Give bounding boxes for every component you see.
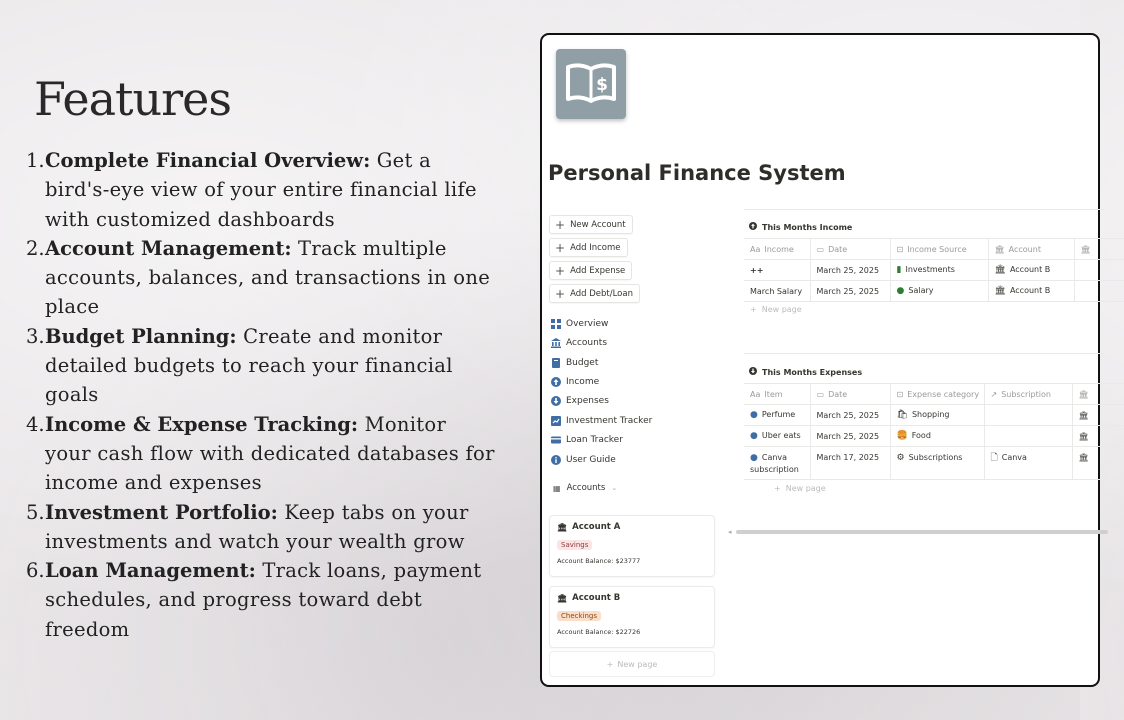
table-cell[interactable]: 🛍 Shopping — [890, 405, 984, 426]
horizontal-scrollbar[interactable] — [728, 529, 1108, 535]
bank-icon: 🏛 — [557, 593, 568, 603]
arrow-down-circle-icon — [550, 396, 561, 407]
arrow-down-circle-icon: ● — [750, 453, 758, 463]
column-header[interactable]: Aa Income — [744, 239, 810, 260]
accounts-view-selector[interactable]: ▦ Accounts ⌄ — [553, 483, 618, 493]
nav-item-user-guide[interactable]: User Guide — [550, 452, 616, 468]
add-income-button[interactable]: + Add Income — [549, 238, 628, 257]
column-header[interactable]: 🏛 Account — [988, 239, 1074, 260]
feature-description: Keep tabs on your investments and watch your wealth grow — [45, 500, 469, 553]
table-cell[interactable]: March Salary — [744, 281, 810, 302]
card-icon — [550, 435, 561, 446]
feature-item — [26, 498, 496, 557]
feature-title: Investment Portfolio: — [45, 500, 278, 524]
plus-icon: + — [774, 484, 781, 493]
feature-number: 2. — [26, 236, 45, 260]
expenses-section-title: This Months Expenses — [749, 367, 862, 377]
bank-icon: 🏛 — [994, 286, 1006, 296]
feature-title: Account Management: — [45, 236, 292, 260]
table-cell[interactable]: ++ — [744, 260, 810, 281]
relation-icon: ⊡ — [896, 244, 904, 254]
chevron-down-icon: ⌄ — [611, 484, 618, 492]
food-icon: 🍔 — [896, 431, 908, 441]
feature-item — [26, 234, 496, 322]
nav-item-loan-tracker[interactable]: Loan Tracker — [550, 432, 623, 448]
bank-icon: 🏛 — [1080, 244, 1091, 254]
nav-item-income[interactable]: Income — [550, 374, 599, 390]
calendar-icon: ▭ — [816, 389, 825, 399]
table-cell[interactable]: March 25, 2025 — [810, 281, 890, 302]
expenses-table — [744, 383, 1124, 480]
table-cell[interactable]: 🗋 Canva — [984, 447, 1072, 480]
feature-description: Track multiple accounts, balances, and transactions in one place — [45, 236, 491, 319]
nav-item-accounts[interactable]: Accounts — [550, 335, 607, 351]
feature-number: 4. — [26, 412, 45, 436]
account-card[interactable]: 🏛 Account A Savings Account Balance: $23777 — [549, 515, 715, 577]
new-expense-row-button[interactable]: + New page — [774, 484, 826, 493]
table-cell[interactable]: ● Salary — [890, 281, 988, 302]
column-header[interactable]: ▭ Date — [810, 239, 890, 260]
feature-description: Create and monitor detailed budgets to reach your financial goals — [45, 324, 453, 407]
scrollbar-thumb[interactable] — [736, 530, 1108, 534]
subscriptions-icon: ⚙ — [896, 453, 905, 463]
bank-icon: 🏛 — [557, 522, 568, 532]
scroll-left-arrow-icon[interactable]: ◂ — [728, 528, 732, 536]
money-icon: ▮ — [896, 265, 902, 275]
plus-icon: + — [750, 305, 757, 314]
table-header-row — [744, 239, 1124, 260]
plus-icon: + — [555, 286, 566, 301]
feature-title: Loan Management: — [45, 559, 256, 583]
column-header[interactable]: ⊡ Income Source — [890, 239, 988, 260]
feature-item — [26, 322, 496, 410]
feature-number: 3. — [26, 324, 45, 348]
grid-view-icon: ▦ — [553, 483, 561, 493]
arrow-up-circle-icon — [749, 222, 757, 232]
table-cell[interactable]: ● Uber eats — [744, 426, 810, 447]
chart-icon — [550, 416, 561, 427]
add-expense-button[interactable]: + Add Expense — [549, 261, 632, 280]
table-cell[interactable]: March 25, 2025 — [810, 260, 890, 281]
relation-arrow-icon: ↗ — [990, 389, 998, 399]
feature-number: 5. — [26, 500, 45, 524]
nav-item-expenses[interactable]: Expenses — [550, 393, 609, 409]
shopping-icon: 🛍 — [896, 410, 908, 420]
nav-item-budget[interactable]: Budget — [550, 355, 598, 371]
bank-icon: 🏛 — [1078, 431, 1089, 441]
income-section-title: This Months Income — [749, 222, 852, 232]
feature-title: Budget Planning: — [45, 324, 237, 348]
account-type-tag: Checkings — [557, 611, 601, 621]
features-list — [26, 146, 496, 644]
account-card[interactable]: 🏛 Account B Checkings Account Balance: $22726 — [549, 586, 715, 648]
new-account-button[interactable]: + New Account — [549, 215, 633, 234]
arrow-up-circle-icon — [550, 377, 561, 388]
bank-icon: 🏛 — [994, 244, 1005, 254]
table-row[interactable] — [744, 426, 1124, 447]
grid-icon — [550, 319, 561, 330]
table-cell[interactable] — [984, 426, 1072, 447]
feature-description: Get a bird's-eye view of your entire financial life with customized dashboards — [45, 149, 477, 231]
nav-item-investment-tracker[interactable]: Investment Tracker — [550, 413, 652, 429]
table-cell[interactable]: 🏛 Account B — [988, 281, 1074, 302]
feature-item — [26, 146, 496, 234]
notebook-icon — [550, 358, 561, 369]
table-row[interactable] — [744, 447, 1124, 480]
section-divider — [744, 353, 1104, 354]
new-income-row-button[interactable]: + New page — [750, 305, 802, 314]
book-dollar-icon[interactable] — [556, 49, 626, 119]
table-cell[interactable]: March 25, 2025 — [810, 405, 890, 426]
column-header[interactable]: ↗ Subscription — [984, 384, 1072, 405]
feature-number: 1. — [26, 149, 45, 172]
table-cell[interactable]: ● Perfume — [744, 405, 810, 426]
table-row[interactable] — [744, 281, 1124, 302]
income-table — [744, 238, 1124, 302]
add-debt-loan-button[interactable]: + Add Debt/Loan — [549, 284, 640, 303]
table-cell[interactable] — [984, 405, 1072, 426]
feature-number: 6. — [26, 559, 45, 583]
nav-item-overview[interactable]: Overview — [550, 316, 608, 332]
table-cell[interactable]: 🏛 Account B — [988, 260, 1074, 281]
arrow-down-circle-icon: ● — [750, 410, 758, 420]
feature-item — [26, 410, 496, 498]
app-window — [540, 33, 1100, 687]
feature-item — [26, 556, 496, 644]
new-page-button[interactable]: + New page — [549, 651, 715, 677]
calendar-icon: ▭ — [816, 244, 825, 254]
page-icon: 🗋 — [990, 453, 998, 463]
money-bag-icon: ● — [896, 286, 905, 296]
page-title: Personal Finance System — [548, 161, 846, 185]
bank-icon — [550, 338, 561, 349]
svg-text:$: $ — [596, 75, 608, 95]
feature-title: Income & Expense Tracking: — [45, 412, 359, 436]
features-title: Features — [34, 72, 231, 126]
table-cell[interactable]: ▮ Investments — [890, 260, 988, 281]
arrow-down-circle-icon: ● — [750, 431, 758, 441]
feature-description: Track loans, payment schedules, and progress toward debt freedom — [45, 559, 482, 641]
account-type-tag: Savings — [557, 540, 592, 550]
feature-description: Monitor your cash flow with dedicated databases for income and expenses — [45, 412, 495, 495]
info-icon — [550, 455, 561, 466]
account-balance: Account Balance: $22726 — [557, 628, 641, 636]
feature-title: Complete Financial Overview: — [45, 149, 371, 172]
arrow-down-circle-icon — [749, 367, 757, 377]
bank-icon: 🏛 — [1078, 453, 1089, 462]
table-cell[interactable]: March 25, 2025 — [810, 426, 890, 447]
table-cell[interactable]: March 17, 2025 — [810, 447, 890, 480]
table-cell[interactable]: ⚙ Subscriptions — [890, 447, 984, 480]
table-cell[interactable]: ● Canva subscription — [744, 447, 810, 480]
plus-icon: + — [555, 263, 566, 278]
text-type-icon: Aa — [750, 389, 761, 399]
column-header[interactable]: Aa Item — [744, 384, 810, 405]
table-row[interactable] — [744, 405, 1124, 426]
column-header[interactable]: ⊡ Expense category — [890, 384, 984, 405]
bank-icon: 🏛 — [994, 265, 1006, 275]
column-header[interactable]: ▭ Date — [810, 384, 890, 405]
plus-icon: + — [555, 217, 566, 232]
table-header-row — [744, 384, 1124, 405]
bank-icon: 🏛 — [1078, 410, 1089, 420]
plus-icon: + — [555, 240, 566, 255]
plus-icon: + — [606, 659, 614, 669]
relation-icon: ⊡ — [896, 389, 904, 399]
section-divider — [744, 209, 1104, 210]
table-row[interactable] — [744, 260, 1124, 281]
account-balance: Account Balance: $23777 — [557, 557, 641, 565]
table-cell[interactable]: 🍔 Food — [890, 426, 984, 447]
text-type-icon: Aa — [750, 244, 761, 254]
bank-icon: 🏛 — [1078, 389, 1089, 399]
